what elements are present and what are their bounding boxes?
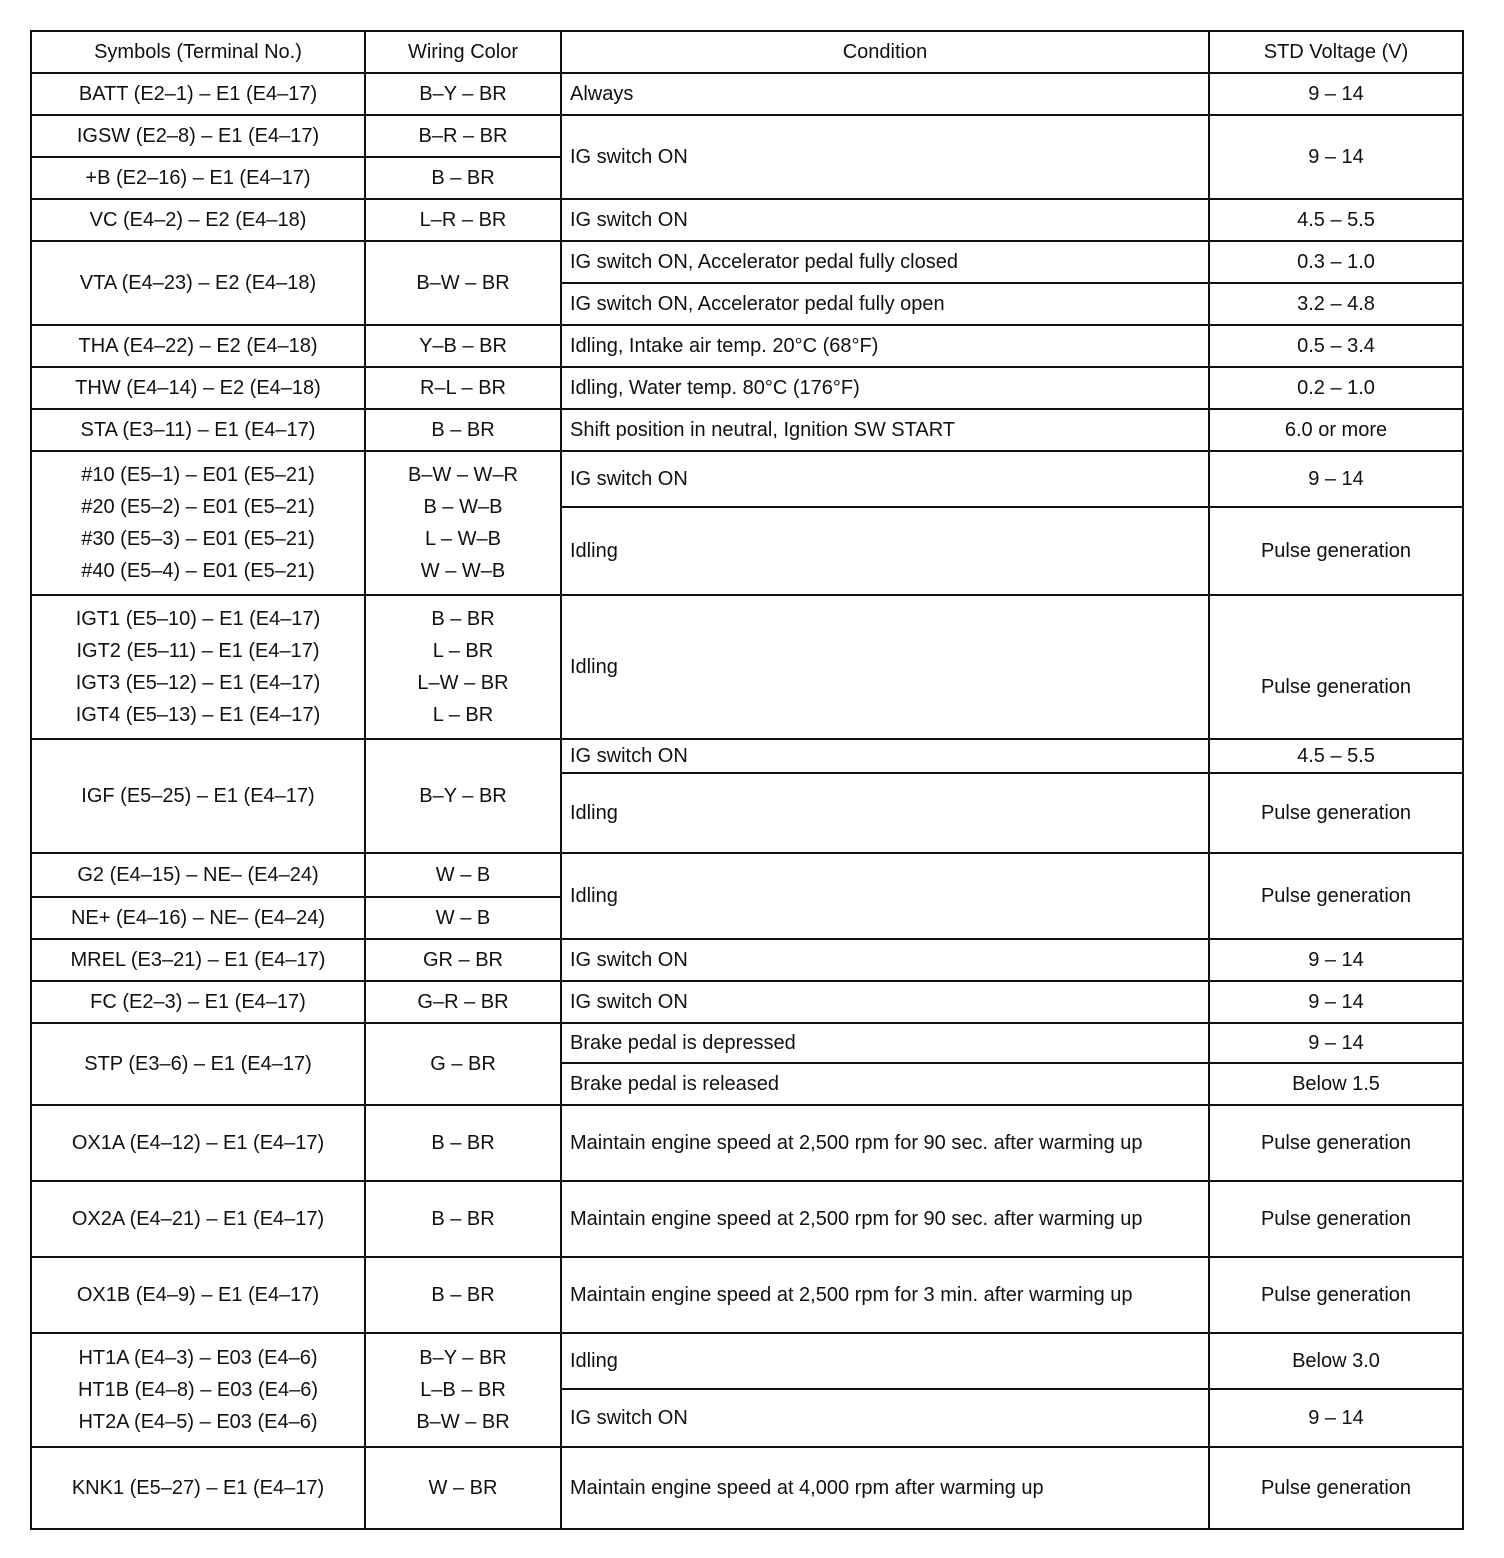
table-row [31,1105,1463,1181]
condition-cell: Maintain engine speed at 2,500 rpm for 90 sec. after warming up [561,1181,1209,1257]
wiring-color-cell: B–W – W–R B – W–B L – W–B W – W–B [365,451,561,595]
condition-cell: Idling, Water temp. 80°C (176°F) [561,367,1209,409]
wiring-color-cell: B – BR [365,1105,561,1181]
symbol-cell: BATT (E2–1) – E1 (E4–17) [31,73,365,115]
std-voltage-cell: Pulse generation [1209,853,1463,939]
std-voltage-cell: Pulse generation [1209,507,1463,595]
condition-cell: Idling [561,853,1209,939]
symbol-cell: THW (E4–14) – E2 (E4–18) [31,367,365,409]
table-row [31,241,1463,283]
condition-cell: Idling [561,1333,1209,1389]
std-voltage-cell: 9 – 14 [1209,1389,1463,1447]
wiring-color-cell: R–L – BR [365,367,561,409]
table-row [31,1257,1463,1333]
condition-cell: IG switch ON [561,739,1209,773]
symbol-cell: OX2A (E4–21) – E1 (E4–17) [31,1181,365,1257]
wiring-color-cell: W – BR [365,1447,561,1529]
std-voltage-cell: 3.2 – 4.8 [1209,283,1463,325]
wiring-color-cell: W – B [365,897,561,939]
symbol-cell: IGF (E5–25) – E1 (E4–17) [31,739,365,853]
wiring-color-cell: B–Y – BR L–B – BR B–W – BR [365,1333,561,1447]
std-voltage-cell: 9 – 14 [1209,73,1463,115]
condition-cell: IG switch ON [561,199,1209,241]
table-row [31,1181,1463,1257]
wiring-color-cell: B – BR [365,409,561,451]
symbol-cell: FC (E2–3) – E1 (E4–17) [31,981,365,1023]
condition-cell: Maintain engine speed at 4,000 rpm after warming up [561,1447,1209,1529]
condition-cell: Idling, Intake air temp. 20°C (68°F) [561,325,1209,367]
table-row [31,853,1463,897]
std-voltage-cell: 0.5 – 3.4 [1209,325,1463,367]
std-voltage-cell: Pulse generation [1209,1181,1463,1257]
symbol-cell: IGT1 (E5–10) – E1 (E4–17) IGT2 (E5–11) – E1 (E4–17) IGT3 (E5–12) – E1 (E4–17) IGT4 (E5–13) – E1 (E4–17) [31,595,365,739]
condition-cell: Idling [561,773,1209,853]
wiring-color-cell: B – BR L – BR L–W – BR L – BR [365,595,561,739]
condition-cell: IG switch ON [561,1389,1209,1447]
table-row [31,595,1463,739]
table-row [31,739,1463,773]
condition-cell: Always [561,73,1209,115]
symbol-cell: +B (E2–16) – E1 (E4–17) [31,157,365,199]
table-row [31,981,1463,1023]
table-row [31,1023,1463,1063]
wiring-color-cell: B–Y – BR [365,739,561,853]
condition-cell: Idling [561,595,1209,739]
wiring-color-cell: B–R – BR [365,115,561,157]
condition-cell: Brake pedal is released [561,1063,1209,1105]
wiring-color-cell: G – BR [365,1023,561,1105]
header-symbols: Symbols (Terminal No.) [31,31,365,73]
table-row [31,1447,1463,1529]
table-row [31,1333,1463,1389]
wiring-color-cell: G–R – BR [365,981,561,1023]
std-voltage-cell: 6.0 or more [1209,409,1463,451]
condition-cell: IG switch ON, Accelerator pedal fully open [561,283,1209,325]
std-voltage-cell: Below 1.5 [1209,1063,1463,1105]
condition-cell: Shift position in neutral, Ignition SW START [561,409,1209,451]
symbol-cell: NE+ (E4–16) – NE– (E4–24) [31,897,365,939]
condition-cell: Maintain engine speed at 2,500 rpm for 3 min. after warming up [561,1257,1209,1333]
symbol-cell: OX1A (E4–12) – E1 (E4–17) [31,1105,365,1181]
table-row [31,199,1463,241]
condition-cell: Brake pedal is depressed [561,1023,1209,1063]
condition-cell: Maintain engine speed at 2,500 rpm for 90 sec. after warming up [561,1105,1209,1181]
header-row [31,31,1463,73]
wiring-color-cell: W – B [365,853,561,897]
std-voltage-cell: 4.5 – 5.5 [1209,199,1463,241]
condition-cell: IG switch ON [561,451,1209,507]
symbol-cell: STA (E3–11) – E1 (E4–17) [31,409,365,451]
wiring-color-cell: B – BR [365,1181,561,1257]
wiring-color-cell: B – BR [365,157,561,199]
condition-cell: IG switch ON [561,939,1209,981]
symbol-cell: VC (E4–2) – E2 (E4–18) [31,199,365,241]
symbol-cell: KNK1 (E5–27) – E1 (E4–17) [31,1447,365,1529]
std-voltage-cell: 9 – 14 [1209,981,1463,1023]
symbol-cell: HT1A (E4–3) – E03 (E4–6) HT1B (E4–8) – E03 (E4–6) HT2A (E4–5) – E03 (E4–6) [31,1333,365,1447]
std-voltage-cell: 9 – 14 [1209,939,1463,981]
terminal-voltage-table [30,30,1464,1530]
table-row [31,451,1463,507]
std-voltage-cell: Pulse generation [1209,1447,1463,1529]
table-row [31,409,1463,451]
wiring-color-cell: L–R – BR [365,199,561,241]
table-row [31,325,1463,367]
std-voltage-cell: Pulse generation [1209,773,1463,853]
header-condition: Condition [561,31,1209,73]
symbol-cell: OX1B (E4–9) – E1 (E4–17) [31,1257,365,1333]
header-std-voltage: STD Voltage (V) [1209,31,1463,73]
condition-cell: Idling [561,507,1209,595]
header-wiring-color: Wiring Color [365,31,561,73]
symbol-cell: STP (E3–6) – E1 (E4–17) [31,1023,365,1105]
symbol-cell: G2 (E4–15) – NE– (E4–24) [31,853,365,897]
std-voltage-cell: Below 3.0 [1209,1333,1463,1389]
std-voltage-cell: 4.5 – 5.5 [1209,739,1463,773]
wiring-color-cell: Y–B – BR [365,325,561,367]
table-row [31,939,1463,981]
symbol-cell: MREL (E3–21) – E1 (E4–17) [31,939,365,981]
wiring-color-cell: B–W – BR [365,241,561,325]
std-voltage-cell: 0.2 – 1.0 [1209,367,1463,409]
table-row [31,73,1463,115]
std-voltage-cell: 9 – 14 [1209,115,1463,199]
condition-cell: IG switch ON [561,115,1209,199]
std-voltage-cell: 9 – 14 [1209,451,1463,507]
wiring-color-cell: B–Y – BR [365,73,561,115]
symbol-cell: VTA (E4–23) – E2 (E4–18) [31,241,365,325]
symbol-cell: THA (E4–22) – E2 (E4–18) [31,325,365,367]
std-voltage-cell: 9 – 14 [1209,1023,1463,1063]
std-voltage-cell: Pulse generation [1209,1257,1463,1333]
std-voltage-cell: Pulse generation [1209,595,1463,739]
table-row [31,367,1463,409]
symbol-cell: IGSW (E2–8) – E1 (E4–17) [31,115,365,157]
std-voltage-cell: 0.3 – 1.0 [1209,241,1463,283]
std-voltage-cell: Pulse generation [1209,1105,1463,1181]
wiring-color-cell: GR – BR [365,939,561,981]
condition-cell: IG switch ON [561,981,1209,1023]
condition-cell: IG switch ON, Accelerator pedal fully closed [561,241,1209,283]
wiring-color-cell: B – BR [365,1257,561,1333]
symbol-cell: #10 (E5–1) – E01 (E5–21) #20 (E5–2) – E01 (E5–21) #30 (E5–3) – E01 (E5–21) #40 (E5–4) – E01 (E5–21) [31,451,365,595]
table-row [31,115,1463,157]
